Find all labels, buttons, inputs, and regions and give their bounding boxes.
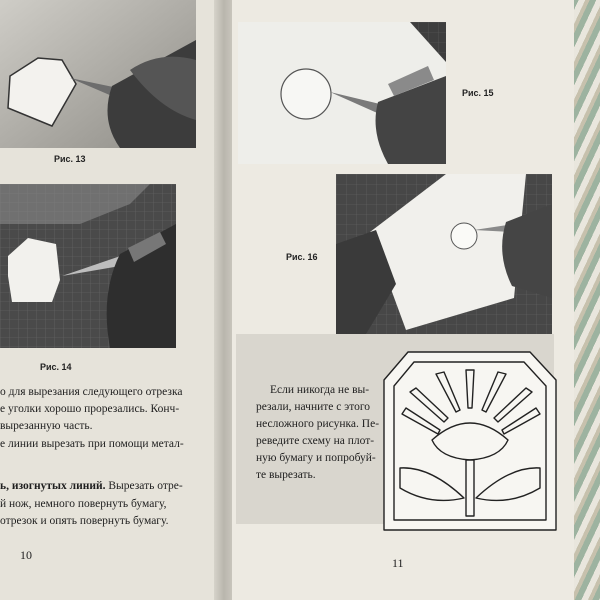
figure-15-caption: Рис. 15 bbox=[462, 88, 494, 98]
right-paragraph-line-6: те вырезать. bbox=[256, 469, 316, 481]
left-paragraph2-line-2: отрезок и опять повернуть бумагу. bbox=[0, 515, 169, 527]
background-fabric bbox=[572, 0, 600, 600]
left-paragraph-line-2: е уголки хорошо прорезались. Конч- bbox=[0, 403, 180, 415]
right-paragraph-line-1: Если никогда не вы- bbox=[270, 384, 370, 396]
right-paragraph-line-4: реведите схему на плот- bbox=[256, 435, 375, 447]
figure-15-photo bbox=[238, 22, 446, 164]
figure-14-caption: Рис. 14 bbox=[40, 362, 72, 372]
left-paragraph-line-4: е линии вырезать при помощи метал- bbox=[0, 438, 184, 450]
figure-14-photo bbox=[0, 184, 176, 348]
figure-16-caption: Рис. 16 bbox=[286, 252, 318, 262]
left-heading-rest: Вырезать отре- bbox=[105, 480, 183, 492]
left-page-number: 10 bbox=[20, 548, 32, 562]
right-paragraph-line-5: ную бумагу и попробуй- bbox=[256, 452, 376, 464]
left-heading-line bbox=[0, 478, 183, 495]
left-paragraph-line-3: вырезанную часть. bbox=[0, 420, 93, 432]
figure-13-photo bbox=[0, 0, 196, 148]
right-page-number: 11 bbox=[392, 556, 404, 570]
right-paragraph-line-2: резали, начните с этого bbox=[256, 401, 371, 413]
left-heading-bold: ь, изогнутых линий. bbox=[0, 480, 106, 492]
flower-stencil-diagram bbox=[380, 348, 560, 534]
left-paragraph-line-1: о для вырезания следующего отрезка bbox=[0, 386, 183, 398]
figure-13-caption: Рис. 13 bbox=[54, 154, 86, 164]
right-paragraph-line-3: несложного рисунка. Пе- bbox=[256, 418, 380, 430]
left-paragraph2-line-1: й нож, немного повернуть бумагу, bbox=[0, 498, 167, 510]
figure-16-photo bbox=[336, 174, 552, 334]
